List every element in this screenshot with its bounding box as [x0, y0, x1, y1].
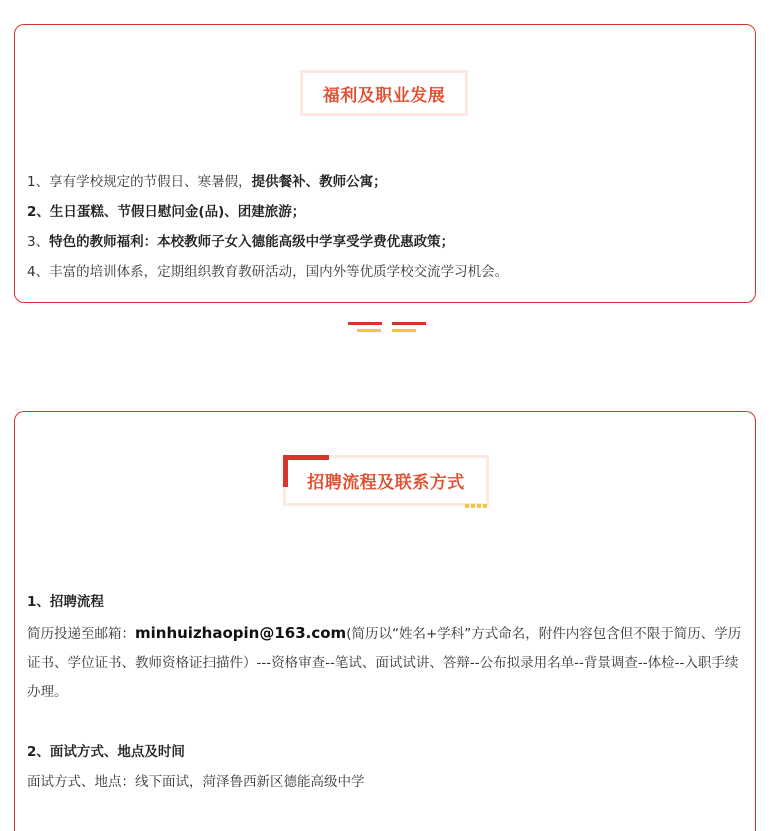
- benefit-item-2-bold: 2、生日蛋糕、节假日慰问金(品)、团建旅游；: [27, 204, 306, 220]
- benefits-card: [14, 24, 756, 303]
- process-text: (简历以“姓名+学科”方式命名，附件内容包含但不限于简历、学历证书、学位证书、教师资格证扫描件）---资格审查--笔试、面试试讲、答辩--公布拟录用名单--背景调查--体检--入职手续办理。: [27, 626, 742, 700]
- title-dot: [471, 504, 475, 508]
- process-body: [27, 619, 743, 707]
- benefit-item-1-bold: 提供餐补、教师公寓；: [251, 174, 387, 190]
- interview-location: 面试方式、地点：线下面试，菏泽鲁西新区德能高级中学: [27, 774, 365, 790]
- benefit-item-1-text: 1、享有学校规定的节假日、寒暑假，: [27, 174, 252, 190]
- divider-red-left: [348, 322, 382, 325]
- process-heading-text: 1、招聘流程: [27, 594, 104, 610]
- benefit-item-2: [27, 203, 305, 221]
- recruitment-email: minhuizhaopin@163.com: [135, 624, 347, 642]
- benefits-title: 福利及职业发展: [300, 70, 468, 116]
- title-dot: [477, 504, 481, 508]
- benefit-item-3: [27, 233, 454, 251]
- divider-red-right: [392, 322, 426, 325]
- title-dot: [465, 504, 469, 508]
- title-dots: [465, 504, 487, 508]
- process-prefix: 简历投递至邮箱：: [27, 626, 135, 642]
- divider-yellow-left: [357, 329, 381, 332]
- recruitment-card: [14, 411, 756, 831]
- interview-heading-text: 2、面试方式、地点及时间: [27, 744, 185, 760]
- benefit-item-1: [27, 173, 387, 191]
- divider-yellow-right: [392, 329, 416, 332]
- benefit-item-3-bold: 特色的教师福利：本校教师子女入德能高级中学享受学费优惠政策；: [49, 234, 455, 250]
- recruitment-title-frame: [283, 455, 489, 510]
- benefit-item-4: [27, 263, 508, 281]
- process-heading: [27, 588, 743, 617]
- benefit-item-4-text: 4、丰富的培训体系，定期组织教育教研活动，国内外等优质学校交流学习机会。: [27, 264, 509, 280]
- title-dot: [483, 504, 487, 508]
- recruitment-title: 招聘流程及联系方式: [283, 455, 489, 506]
- title-corner-horizontal: [283, 455, 329, 460]
- interview-heading: [27, 738, 743, 767]
- benefit-item-3-text: 3、: [27, 234, 50, 250]
